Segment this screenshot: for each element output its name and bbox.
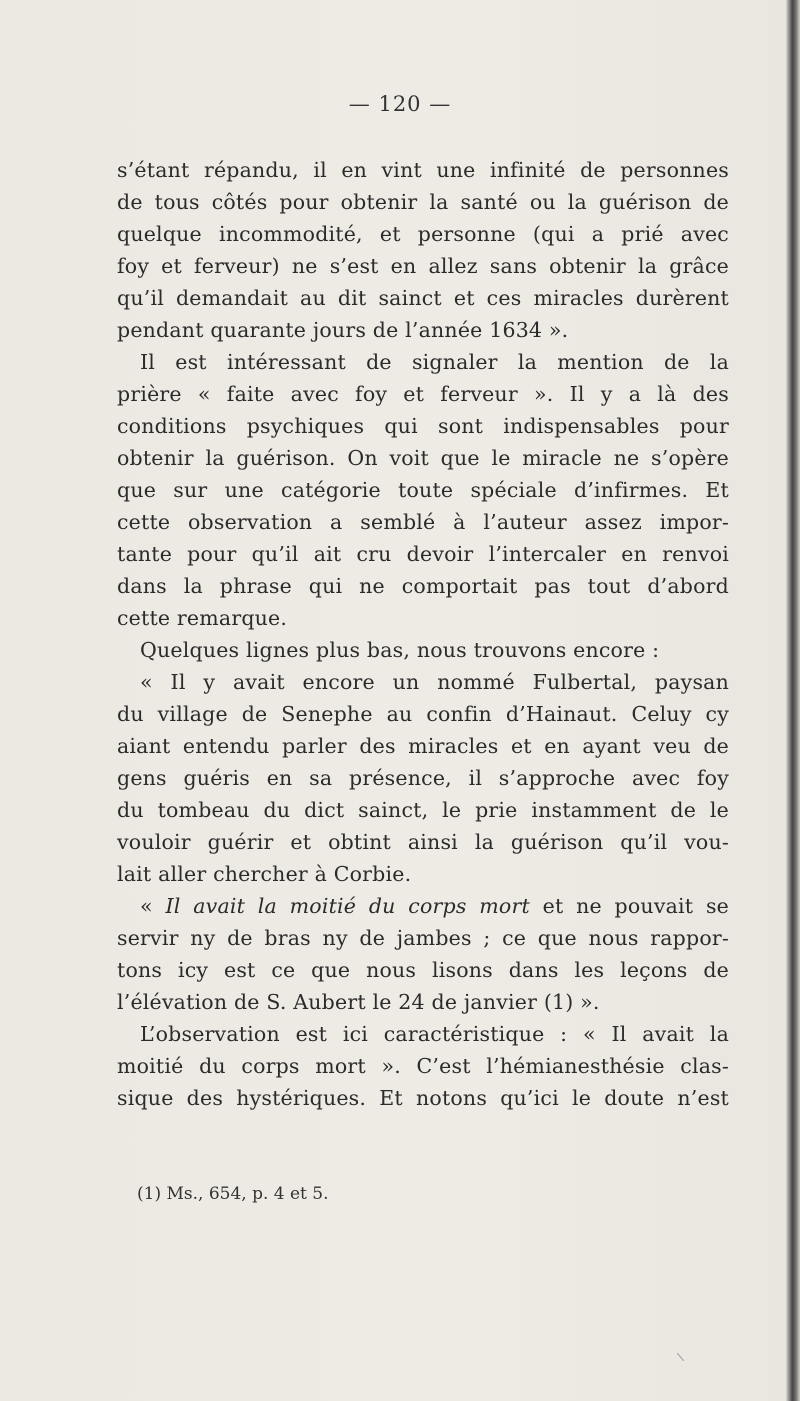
text-line: s’étant répandu, il en vint une infinité de personnes xyxy=(117,158,729,182)
footnote: (1) Ms., 654, p. 4 et 5. xyxy=(137,1184,329,1204)
italic-quote: Il avait la moitié du corps mort xyxy=(165,894,530,918)
text-line: tons icy est ce que nous lisons dans les leçons de xyxy=(117,958,729,982)
text-line: gens guéris en sa présence, il s’approche avec foy xyxy=(117,766,729,790)
text-line: cette remarque. xyxy=(117,606,288,630)
text-line: que sur une catégorie toute spéciale d’infirmes. Et xyxy=(117,478,729,502)
text-line: aiant entendu parler des miracles et en ayant veu de xyxy=(117,734,729,758)
text-line: tante pour qu’il ait cru devoir l’intercaler en renvoi xyxy=(117,542,729,566)
text-line: lait aller chercher à Corbie. xyxy=(117,862,412,886)
text-line: Il est intéressant de signaler la mention de la xyxy=(140,350,729,374)
text-line: « Il y avait encore un nommé Fulbertal, paysan xyxy=(140,670,729,694)
text-line: L’observation est ici caractéristique : « Il avait la xyxy=(140,1022,729,1046)
text-line: l’élévation de S. Aubert le 24 de janvier (1) ». xyxy=(117,990,600,1014)
text-line: Quelques lignes plus bas, nous trouvons encore : xyxy=(140,638,660,662)
text-line: servir ny de bras ny de jambes ; ce que nous rappor- xyxy=(117,926,729,950)
page-number: — 120 — xyxy=(348,92,452,116)
text-line: dans la phrase qui ne comportait pas tout d’abord xyxy=(117,574,729,598)
text-line: quelque incommodité, et personne (qui a prié avec xyxy=(117,222,729,246)
text-line: cette observation a semblé à l’auteur assez impor- xyxy=(117,510,729,534)
text-line: du tombeau du dict sainct, le prie instamment de le xyxy=(117,798,729,822)
text-line: de tous côtés pour obtenir la santé ou la guérison de xyxy=(117,190,729,214)
text-line: sique des hystériques. Et notons qu’ici le doute n’est xyxy=(117,1086,729,1110)
text-line: qu’il demandait au dit sainct et ces miracles durèrent xyxy=(117,286,729,310)
text-line: conditions psychiques qui sont indispensables pour xyxy=(117,414,729,438)
text-line: obtenir la guérison. On voit que le miracle ne s’opère xyxy=(117,446,729,470)
page-edge-shadow xyxy=(786,0,800,1401)
text-line: « Il avait la moitié du corps mort et ne pouvait se xyxy=(140,894,729,918)
body-text xyxy=(117,154,729,1114)
text-line: moitié du corps mort ». C’est l’hémianesthésie clas- xyxy=(117,1054,729,1078)
paper-speck xyxy=(677,1353,684,1361)
text-line: vouloir guérir et obtint ainsi la guérison qu’il vou- xyxy=(117,830,729,854)
text-line: foy et ferveur) ne s’est en allez sans obtenir la grâce xyxy=(117,254,729,278)
text-line: pendant quarante jours de l’année 1634 ». xyxy=(117,318,569,342)
text-line: du village de Senephe au confin d’Hainaut. Celuy cy xyxy=(117,702,729,726)
text-line: prière « faite avec foy et ferveur ». Il y a là des xyxy=(117,382,729,406)
